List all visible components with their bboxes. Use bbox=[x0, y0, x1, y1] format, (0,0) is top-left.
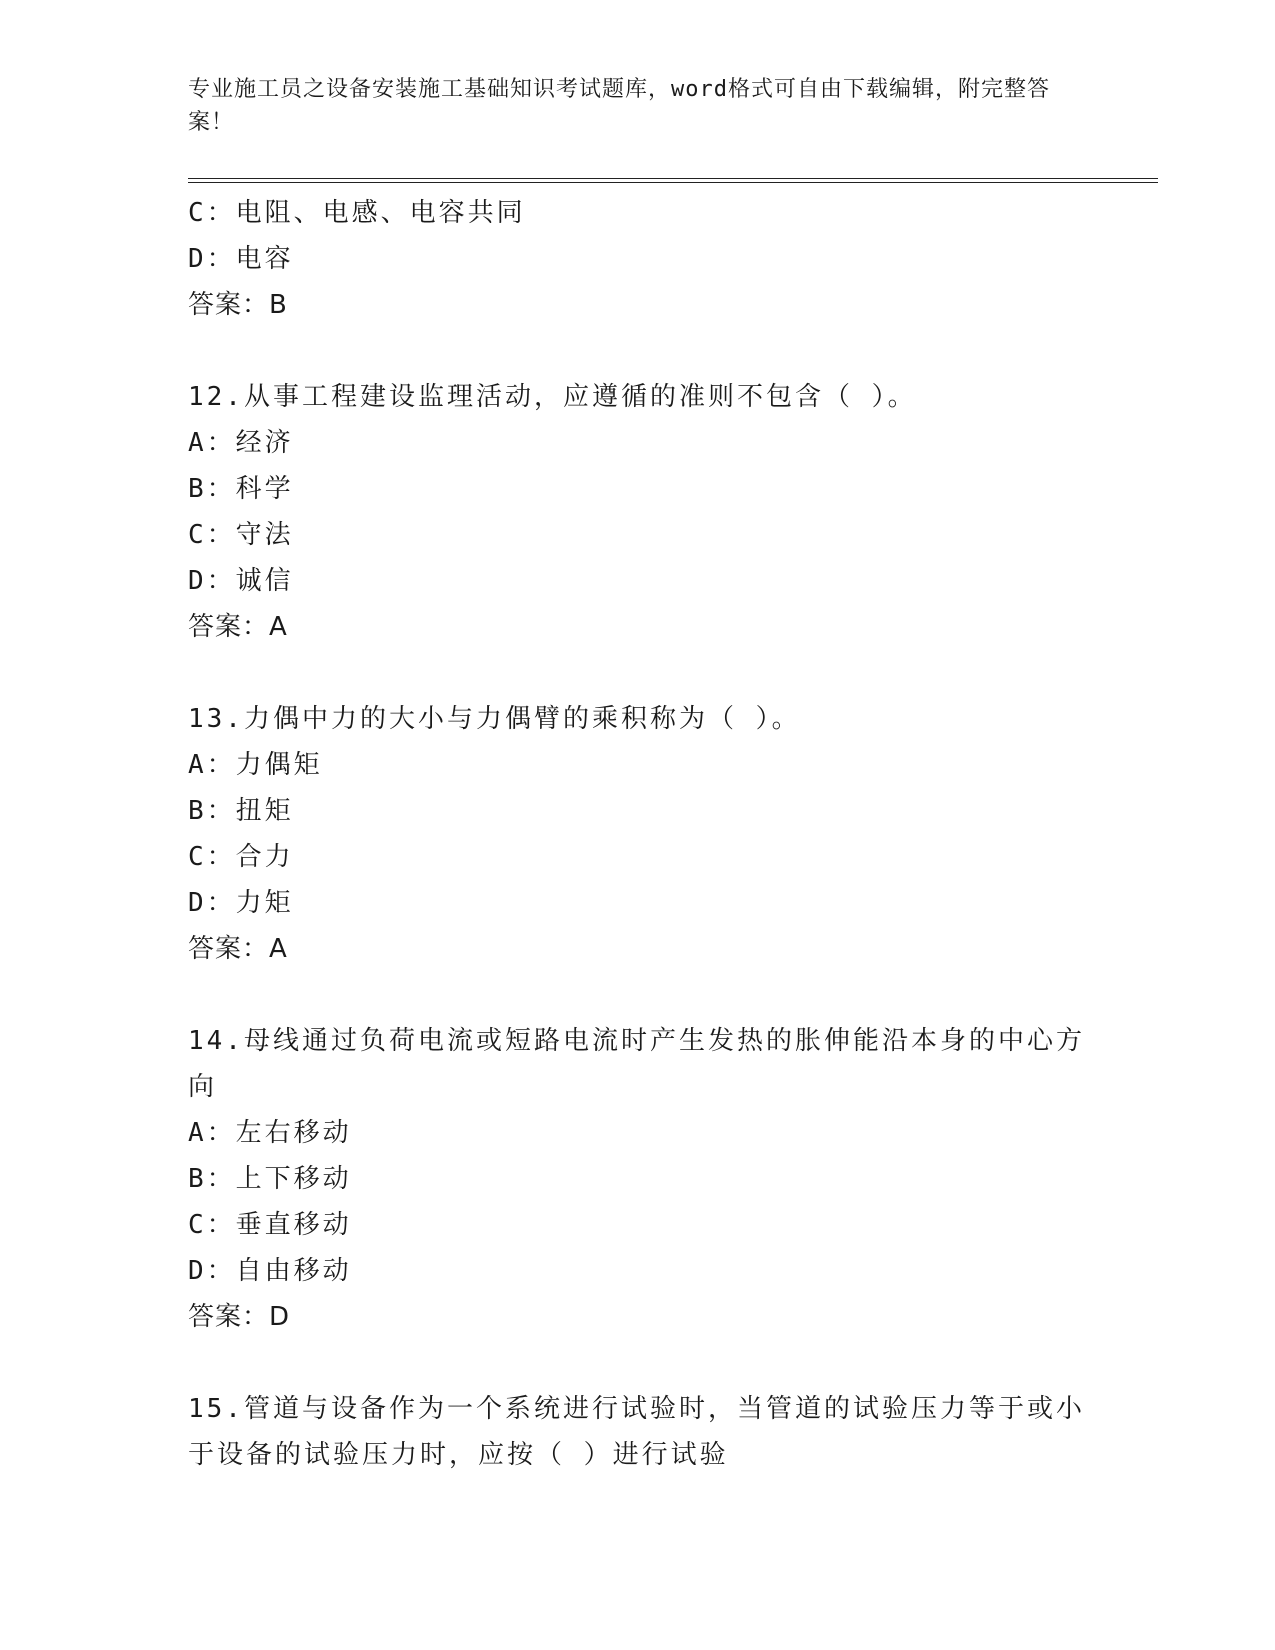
spacer bbox=[188, 650, 1088, 696]
header-divider-bottom bbox=[188, 182, 1158, 183]
option-d: D：力矩 bbox=[188, 888, 294, 918]
question-11-tail bbox=[188, 190, 1088, 328]
question-text: 14.母线通过负荷电流或短路电流时产生发热的胀伸能沿本身的中心方向 bbox=[188, 1026, 1085, 1102]
question-text: 13.力偶中力的大小与力偶臂的乘积称为（ ）。 bbox=[188, 704, 801, 734]
option-c: C：垂直移动 bbox=[188, 1210, 352, 1240]
spacer bbox=[188, 972, 1088, 1018]
option-d: D：自由移动 bbox=[188, 1256, 352, 1286]
option-b: B：科学 bbox=[188, 474, 294, 504]
option-b: B：扭矩 bbox=[188, 796, 294, 826]
header-divider-top bbox=[188, 178, 1158, 179]
option-c: C：守法 bbox=[188, 520, 294, 550]
option-d: D：电容 bbox=[188, 244, 294, 274]
question-list bbox=[188, 190, 1088, 1478]
option-a: A：左右移动 bbox=[188, 1118, 352, 1148]
option-d: D：诚信 bbox=[188, 566, 294, 596]
answer-line: 答案：B bbox=[188, 290, 288, 320]
document-header bbox=[188, 73, 1068, 139]
option-c: C：电阻、电感、电容共同 bbox=[188, 198, 526, 228]
question-12 bbox=[188, 374, 1088, 650]
question-14 bbox=[188, 1018, 1088, 1340]
option-c: C：合力 bbox=[188, 842, 294, 872]
spacer bbox=[188, 1340, 1088, 1386]
question-text: 12.从事工程建设监理活动，应遵循的准则不包含（ ）。 bbox=[188, 382, 917, 412]
header-title: 专业施工员之设备安装施工基础知识考试题库，word格式可自由下载编辑，附完整答案！ bbox=[188, 77, 1050, 135]
answer-line: 答案：A bbox=[188, 934, 288, 964]
answer-line: 答案：A bbox=[188, 612, 288, 642]
option-a: A：经济 bbox=[188, 428, 294, 458]
option-a: A：力偶矩 bbox=[188, 750, 323, 780]
question-13 bbox=[188, 696, 1088, 972]
option-b: B：上下移动 bbox=[188, 1164, 352, 1194]
spacer bbox=[188, 328, 1088, 374]
question-text: 15.管道与设备作为一个系统进行试验时，当管道的试验压力等于或小于设备的试验压力时，应按（ ）进行试验 bbox=[188, 1394, 1085, 1470]
answer-line: 答案：D bbox=[188, 1302, 291, 1332]
question-15 bbox=[188, 1386, 1088, 1478]
